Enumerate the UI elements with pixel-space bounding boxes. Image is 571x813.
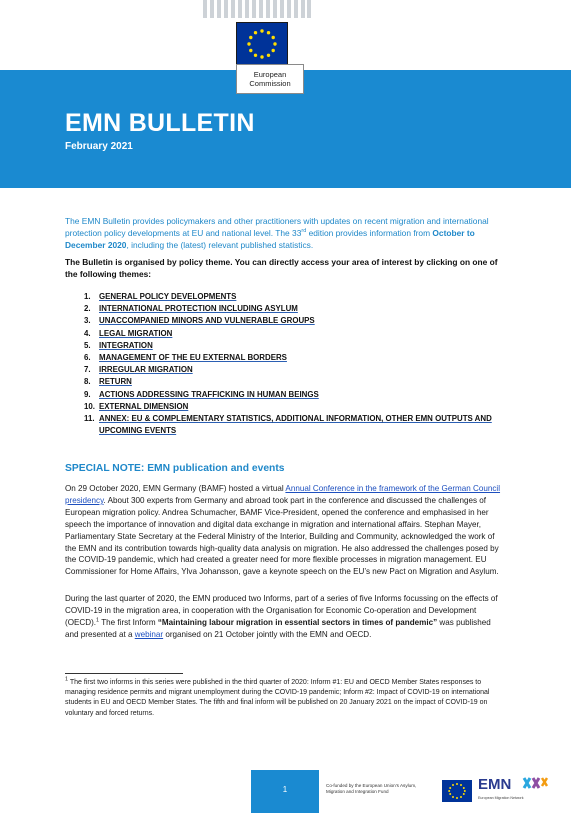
ec-logo-line2: Commission bbox=[249, 79, 291, 88]
intro-sup: rd bbox=[301, 228, 307, 235]
theme-item[interactable] bbox=[84, 315, 524, 327]
theme-link[interactable]: MANAGEMENT OF THE EU EXTERNAL BORDERS bbox=[99, 353, 287, 363]
special-note-paragraph-1 bbox=[65, 483, 505, 578]
theme-link[interactable]: EXTERNAL DIMENSION bbox=[99, 401, 189, 411]
theme-number: 7. bbox=[84, 365, 91, 375]
p2-text-c: was published and presented at a bbox=[65, 617, 491, 639]
organised-by-theme-text: The Bulletin is organised by policy theme. You can directly access your area of interest by clicking on one of the following themes: bbox=[65, 257, 498, 279]
footnote-number: 1 bbox=[65, 676, 69, 683]
p2-text-b: The first Inform bbox=[99, 617, 158, 627]
theme-number: 3. bbox=[84, 316, 91, 326]
intro-period: October to December 2020 bbox=[65, 228, 475, 250]
theme-item[interactable] bbox=[84, 364, 524, 376]
p1-text-b: . About 300 experts from Germany and abroad took part in the conference and discussed the challenges of European migration policy. Andrea Schumacher, BAMF Vice-President, opened the conference and emphasised in her speech the importance of innovation and digital data exchange in migration and international affairs. Stephan Mayer, Parliamentary State Secretary at the Federal Ministry of the Interior, Building and Community, acknowledged the work of the EMN and its contribution towards high-quality data analysis on migration. He also addressed the challenges posed by the COVID-19 pandemic, which had created a greater need for more flexible processes in migration management. EU Commissioner for Home Affairs, Ylva Johansson, gave a keynote speech on the EU’s new Pact on Migration and Asylum. bbox=[65, 495, 499, 577]
webinar-link[interactable]: webinar bbox=[134, 629, 164, 639]
intro-paragraph bbox=[65, 215, 505, 251]
ec-logo-line1: European bbox=[253, 70, 287, 79]
publication-date: February 2021 bbox=[65, 141, 133, 152]
theme-item[interactable] bbox=[84, 340, 524, 352]
theme-link[interactable]: ACTIONS ADDRESSING TRAFFICKING IN HUMAN BEINGS bbox=[99, 389, 319, 399]
footnote-ref[interactable]: 1 bbox=[96, 617, 100, 624]
special-note-heading: SPECIAL NOTE: EMN publication and events bbox=[65, 463, 285, 474]
theme-item[interactable] bbox=[84, 389, 524, 401]
p2-text-a: During the last quarter of 2020, the EMN produced two Informs, part of a series of five Informs focussing on the effects of COVID-19 in the migration area, in cooperation with the Organisation for Economic Co-operation and Development (OECD). bbox=[65, 594, 498, 627]
footnote-text: The first two informs in this series were published in the third quarter of 2020: Inform #1: EU and OECD Member States responses to managing residence permits and migrant unemployment during the COVID-19 pandemic; Inform #2: Impact of COVID-19 on international students in EU and OECD Member States. The fifth and final inform will be published on 20 January 2021 on the impact of COVID-19 on voluntary and forced returns. bbox=[65, 679, 490, 717]
footnote-divider bbox=[65, 673, 183, 674]
theme-number: 2. bbox=[84, 304, 91, 314]
page-title: EMN BULLETIN bbox=[65, 109, 255, 137]
emn-logo bbox=[478, 776, 550, 806]
theme-link[interactable]: IRREGULAR MIGRATION bbox=[99, 365, 193, 375]
theme-number: 4. bbox=[84, 328, 91, 338]
footnote bbox=[65, 678, 510, 719]
theme-item[interactable] bbox=[84, 376, 524, 388]
theme-item[interactable] bbox=[84, 291, 524, 303]
theme-link[interactable]: RETURN bbox=[99, 377, 132, 387]
emn-logo-text: EMN bbox=[478, 776, 512, 793]
theme-item[interactable] bbox=[84, 413, 524, 437]
emn-subtitle: European Migration Network bbox=[478, 796, 524, 800]
theme-link[interactable]: LEGAL MIGRATION bbox=[99, 328, 173, 338]
theme-link[interactable]: INTERNATIONAL PROTECTION INCLUDING ASYLUM bbox=[99, 304, 298, 314]
page-number: 1 bbox=[251, 770, 319, 813]
emn-people-icon bbox=[522, 774, 548, 790]
special-note-paragraph-2 bbox=[65, 593, 505, 641]
inform-title: “Maintaining labour migration in essential sectors in times of pandemic” bbox=[157, 617, 438, 627]
eu-flag-icon bbox=[236, 22, 288, 66]
theme-item[interactable] bbox=[84, 401, 524, 413]
intro-text-1: The EMN Bulletin provides policymakers and other practitioners with updates on recent migration and international protection policy developments at EU and national level. The 33 bbox=[65, 216, 489, 238]
intro-text-2: edition provides information from bbox=[306, 228, 433, 238]
cofunding-text: Co-funded by the European Union’s Asylum, Migration and Integration Fund bbox=[326, 783, 417, 794]
theme-number: 8. bbox=[84, 377, 91, 387]
eu-flag-icon bbox=[442, 780, 472, 802]
themes-list bbox=[84, 291, 524, 437]
annual-conference-link[interactable]: Annual Conference in the framework of the German Council presidency bbox=[65, 484, 501, 505]
theme-number: 5. bbox=[84, 340, 91, 350]
intro-text-3: , including the (latest) relevant published statistics. bbox=[126, 240, 314, 250]
p2-text-d: organised on 21 October jointly with the EMN and OECD. bbox=[163, 629, 372, 639]
theme-item[interactable] bbox=[84, 352, 524, 364]
ec-logo-text bbox=[236, 64, 304, 94]
theme-link[interactable]: UNACCOMPANIED MINORS AND VULNERABLE GROUPS bbox=[99, 316, 315, 326]
theme-number: 6. bbox=[84, 353, 91, 363]
theme-item[interactable] bbox=[84, 328, 524, 340]
theme-item[interactable] bbox=[84, 303, 524, 315]
theme-number: 11. bbox=[84, 414, 95, 424]
theme-number: 1. bbox=[84, 292, 91, 301]
theme-link[interactable]: ANNEX: EU & COMPLEMENTARY STATISTICS, ADDITIONAL INFORMATION, OTHER EMN OUTPUTS AND UPCOMING EVENTS bbox=[99, 414, 492, 436]
theme-number: 10. bbox=[84, 401, 95, 411]
theme-link[interactable]: GENERAL POLICY DEVELOPMENTS bbox=[99, 292, 237, 301]
theme-link[interactable]: INTEGRATION bbox=[99, 340, 153, 350]
theme-number: 9. bbox=[84, 389, 91, 399]
p1-text-a: On 29 October 2020, EMN Germany (BAMF) hosted a virtual bbox=[65, 484, 286, 493]
